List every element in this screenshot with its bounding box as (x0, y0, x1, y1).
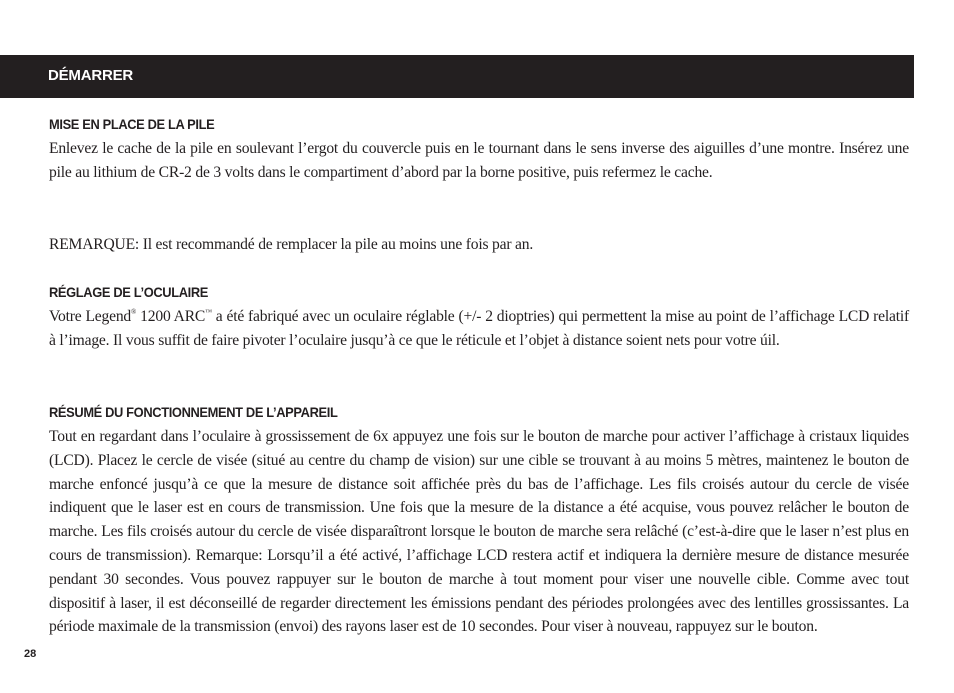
product-name: Votre Legend (49, 308, 132, 325)
paragraph-operation-summary: Tout en regardant dans l’oculaire à grossissement de 6x appuyez une fois sur le bouton de marche pour activer l’affichage à cristaux liquides (LCD). Placez le cercle de visée (situé au centre du champ de vision) sur une cible se trouvant à au moins 5 mètres, maintenez le bouton de marche enfoncé jusqu’à ce que la mesure de distance soit affichée près du bas de l’affichage. Les fils croisés autour du cercle de visée indiquent que le laser est en cours de transmission. Une fois que la mesure de la distance a été acquise, vous pouvez relâcher le bouton de marche. Les fils croisés autour du cercle de visée disparaîtront lorsque le bouton de marche sera relâché (c’est-à-dire que le laser n’est plus en cours de transmission). Remarque: Lorsqu’il a été activé, l’affichage LCD restera actif et indiquera la dernière mesure de distance mesurée pendant 30 secondes. Vous pouvez rappuyer sur le bouton de marche à tout moment pour viser une nouvelle cible. Comme avec tout dispositif à laser, il est déconseillé de regarder directement les émissions pendant des périodes prolongées avec des lentilles grossissantes. La période maximale de la transmission (envoi) des rayons laser est de 10 secondes. Pour viser à nouveau, rappuyez sur le bouton. (49, 428, 909, 636)
paragraph-battery: Enlevez le cache de la pile en soulevant l’ergot du couvercle puis en le tournant dans le sens inverse des aiguilles d’une montre. Insérez une pile au lithium de CR-2 de 3 volts dans le compartiment d’abord par la borne positive, puis refermez le cache. (49, 140, 909, 181)
section-header-title: DÉMARRER (48, 67, 134, 84)
section-header-bar (0, 55, 914, 98)
paragraph-eyepiece (49, 305, 909, 353)
heading-operation-summary: RÉSUMÉ DU FONCTIONNEMENT DE L’APPAREIL (49, 404, 338, 420)
registered-mark: ® (131, 308, 137, 316)
eyepiece-text: a été fabriqué avec un oculaire réglable (+/- 2 dioptries) qui permettent la mise au point de l’affichage LCD relatif à l’image. Il vous suffit de faire pivoter l’oculaire jusqu’à ce que le réticule et l’objet à distance soient nets pour votre úil. (49, 308, 910, 349)
heading-battery: MISE EN PLACE DE LA PILE (49, 116, 215, 132)
trademark-mark: ™ (205, 308, 212, 316)
page-number: 28 (24, 648, 37, 660)
heading-eyepiece: RÉGLAGE DE L’OCULAIRE (49, 284, 209, 300)
model-name: 1200 ARC (136, 308, 206, 325)
paragraph-battery-note: REMARQUE: Il est recommandé de remplacer la pile au moins une fois par an. (49, 236, 534, 253)
